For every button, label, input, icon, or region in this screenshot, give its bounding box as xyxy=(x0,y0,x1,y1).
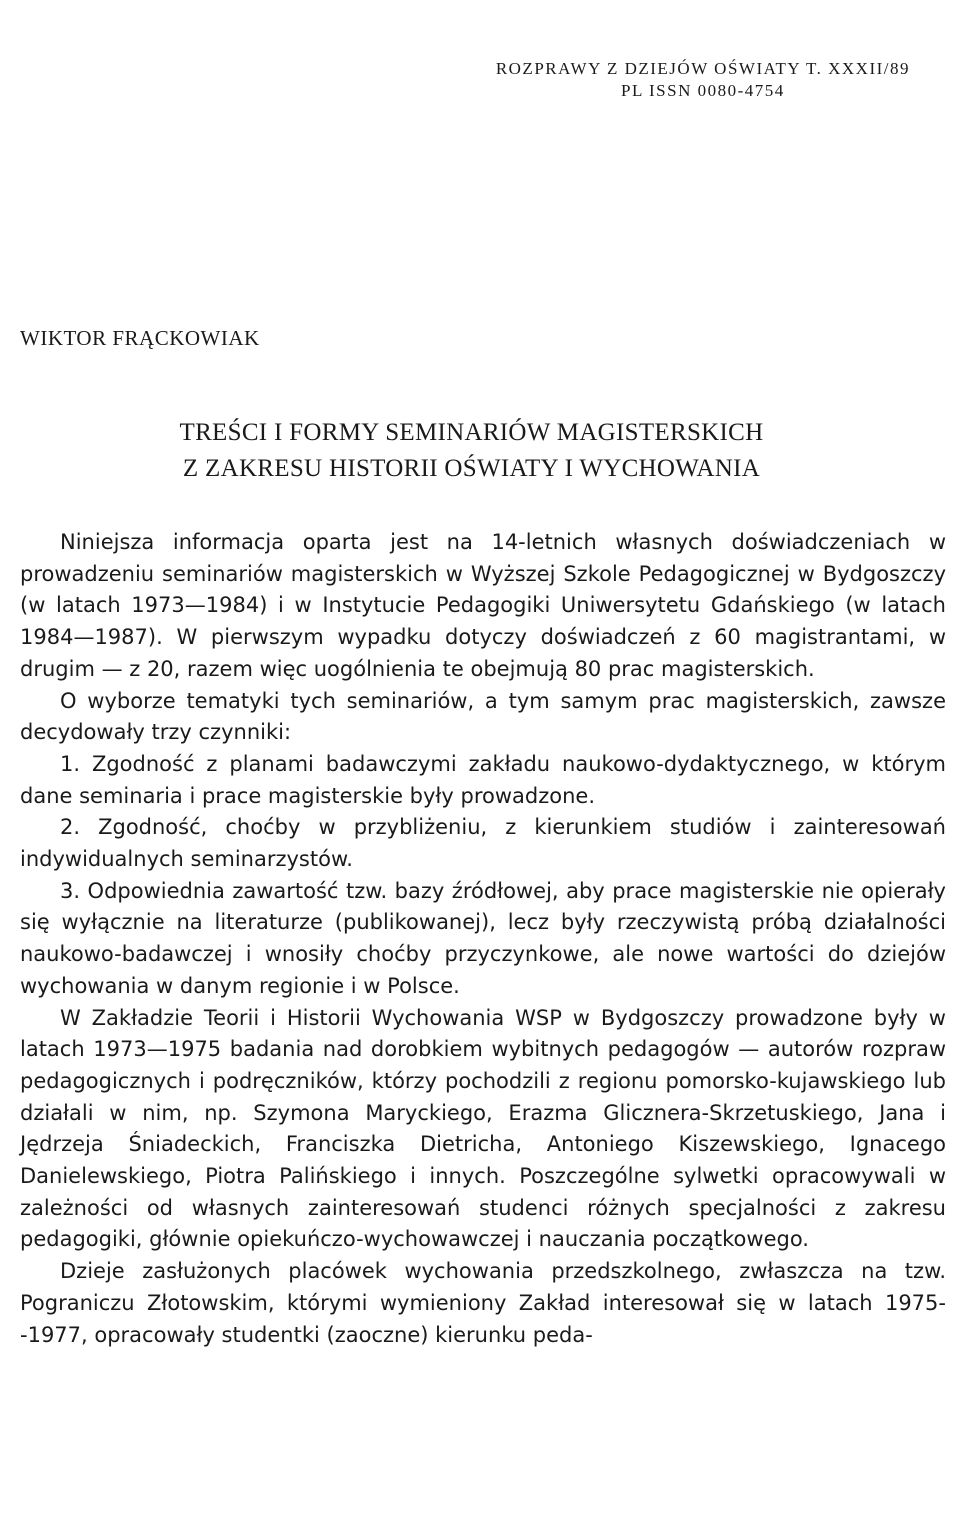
article-title xyxy=(0,415,960,487)
article-title-line-1: TREŚCI I FORMY SEMINARIÓW MAGISTERSKICH xyxy=(179,419,764,446)
article-body xyxy=(20,527,946,1351)
paragraph: O wyborze tematyki tych seminariów, a tym samym prac magisterskich, zawsze decydowały trzy czynniki: xyxy=(20,688,946,745)
list-item: 1. Zgodność z planami badawczymi zakładu naukowo-dydaktycznego, w którym dane seminaria i prace magisterskie były prowadzone. xyxy=(20,751,946,808)
paragraph: W Zakładzie Teorii i Historii Wychowania WSP w Bydgoszczy prowadzone były w latach 1973—1975 badania nad dorobkiem wybitnych pedagogów — autorów rozpraw pedagogicznych i podręczników, którzy pochodzili z regionu pomorsko-kujawskiego lub działali w nim, np. Szymona Maryckiego, Erazma Glicznera-Skrzetuskiego, Jana i Jędrzeja Śniadeckich, Franciszka Dietricha, Antoniego Kiszewskiego, Ignacego Danielewskiego, Piotra Palińskiego i innych. Poszczególne sylwetki opracowywali w zależności od własnych zainteresowań studenci różnych specjalności z zakresu pedagogiki, głównie opiekuńczo-wychowawczej i nauczania początkowego. xyxy=(20,1005,946,1252)
issn-line: PL ISSN 0080-4754 xyxy=(621,81,785,100)
list-item: 3. Odpowiednia zawartość tzw. bazy źródłowej, aby prace magisterskie nie opierały się wyłącznie na literaturze (publikowanej), lecz były rzeczywistą próbą działalności naukowo-badawczej i wnosiły choćby przyczynkowe, ale nowe wartości do dziejów wychowania w danym regionie i w Polsce. xyxy=(20,878,946,998)
paragraph: Dzieje zasłużonych placówek wychowania przedszkolnego, zwłaszcza na tzw. Pograniczu Złotowskim, którymi wymieniony Zakład interesował się w latach 1975--1977, opracowały studentki (zaoczne) kierunku peda- xyxy=(20,1259,946,1347)
article-title-line-2: Z ZAKRESU HISTORII OŚWIATY I WYCHOWANIA xyxy=(182,455,761,482)
article-author: WIKTOR FRĄCKOWIAK xyxy=(20,326,260,350)
journal-title: ROZPRAWY Z DZIEJÓW OŚWIATY T. XXXII/89 xyxy=(495,59,910,78)
journal-header xyxy=(496,58,910,102)
list-item: 2. Zgodność, choćby w przybliżeniu, z kierunkiem studiów i zainteresowań indywidualnych seminarzystów. xyxy=(20,815,946,872)
paragraph: Niniejsza informacja oparta jest na 14-letnich własnych doświadczeniach w prowadzeniu seminariów magisterskich w Wyższej Szkole Pedagogicznej w Bydgoszczy (w latach 1973—1984) i w Instytucie Pedagogiki Uniwersytetu Gdańskiego (w latach 1984—1987). W pierwszym wypadku dotyczy doświadczeń z 60 magistrantami, w drugim — z 20, razem więc uogólnienia te obejmują 80 prac magisterskich. xyxy=(20,530,946,681)
